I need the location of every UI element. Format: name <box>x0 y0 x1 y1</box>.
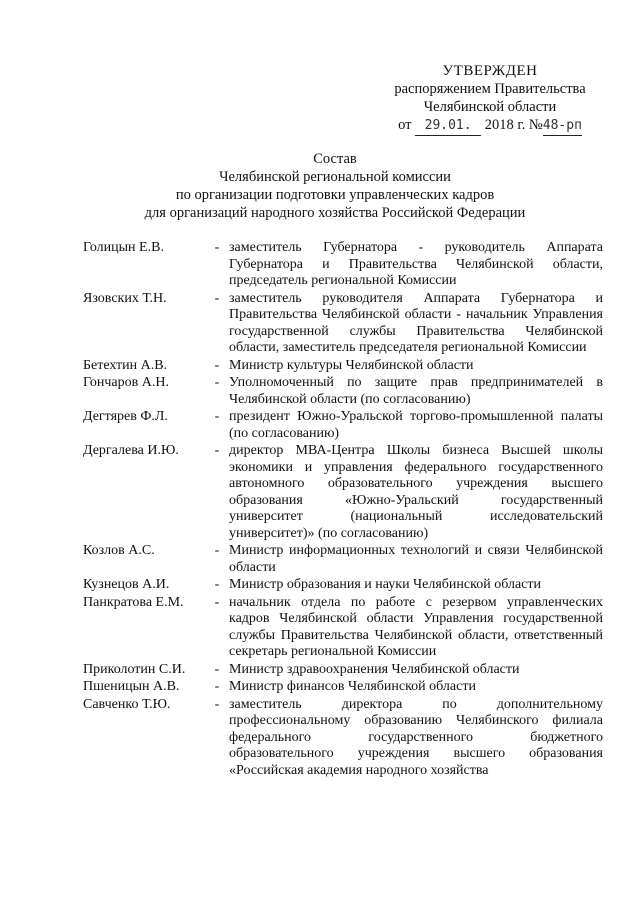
member-name: Кузнецов А.И. <box>83 577 170 592</box>
member-name: Приколотин С.И. <box>83 661 186 677</box>
member-dash: - <box>214 375 220 390</box>
member-role: заместитель руководителя Аппарата Губернатора и Правительства Челябинской области - начальник Управления государственной службы Правительства Челябинской области, заместитель председателя региональной Комиссии <box>229 290 603 355</box>
approval-line-2: Челябинской области <box>423 99 557 115</box>
member-row <box>83 240 603 290</box>
document-title <box>80 150 590 222</box>
member-role: директор МВА-Центра Школы бизнеса Высшей школы экономики и управления федерального государственного автономного образовательного учреждения высшего образования «Южно-Уральский государственный университет (национальный исследовательский университет)» (по согласованию) <box>229 443 603 541</box>
member-role: Уполномоченный по защите прав предпринимателей в Челябинской области (по согласованию) <box>229 375 603 407</box>
member-role: Министр здравоохранения Челябинской области <box>229 661 520 677</box>
member-row <box>83 358 603 375</box>
member-name: Панкратова Е.М. <box>83 594 184 610</box>
member-row <box>83 291 603 357</box>
member-dash: - <box>214 696 220 712</box>
date-prefix: от <box>398 117 412 133</box>
member-name: Гончаров А.Н. <box>83 375 169 390</box>
member-name: Дергалева И.Ю. <box>83 443 179 458</box>
member-role: Министр образования и науки Челябинской области <box>229 577 541 592</box>
approval-line-1: распоряжением Правительства <box>394 81 586 97</box>
member-dash: - <box>214 409 220 424</box>
member-row <box>83 443 603 542</box>
member-name: Голицын Е.В. <box>83 240 164 255</box>
member-name: Пшеницын А.В. <box>83 679 180 694</box>
member-row <box>83 543 603 576</box>
title-line-1: Состав <box>313 151 357 167</box>
member-dash: - <box>214 577 220 592</box>
member-dash: - <box>214 594 220 610</box>
member-dash: - <box>214 240 220 255</box>
member-name: Козлов А.С. <box>83 543 155 558</box>
approval-block <box>380 62 600 136</box>
order-number: 48-рп <box>543 117 582 136</box>
member-role: Министр культуры Челябинской области <box>229 357 474 373</box>
member-dash: - <box>214 679 220 694</box>
year-text: 2018 г. № <box>484 117 543 133</box>
title-line-3: по организации подготовки управленческих кадров <box>175 187 495 203</box>
member-role: заместитель Губернатора - руководитель Аппарата Губернатора и Правительства Челябинской области, председатель региональной Комиссии <box>229 240 603 288</box>
approval-date-line <box>380 116 600 136</box>
member-role: Министр финансов Челябинской области <box>229 679 476 694</box>
member-row <box>83 577 603 594</box>
member-name: Бетехтин А.В. <box>83 357 168 373</box>
member-role: начальник отдела по работе с резервом управленческих кадров Челябинской области Управления государственной службы Правительства Челябинской области, ответственный секретарь региональной Комиссии <box>229 594 603 659</box>
member-name: Савченко Т.Ю. <box>83 696 171 712</box>
member-row <box>83 375 603 408</box>
member-dash: - <box>214 290 220 306</box>
member-dash: - <box>214 443 220 458</box>
member-dash: - <box>214 357 220 373</box>
member-name: Дегтярев Ф.Л. <box>83 409 168 424</box>
member-role: Министр информационных технологий и связи Челябинской области <box>229 543 603 575</box>
member-dash: - <box>214 661 220 677</box>
title-line-2: Челябинской региональной комиссии <box>219 169 451 185</box>
member-row <box>83 409 603 442</box>
member-role: заместитель директора по дополнительному профессиональному образованию Челябинского филиала федерального государственного бюджетного образовательного учреждения высшего образования «Российская академия народного хозяйства <box>229 696 603 778</box>
member-row <box>83 595 603 661</box>
title-line-4: для организаций народного хозяйства Российской Федерации <box>144 205 526 221</box>
date-value: 29.01. <box>415 117 481 136</box>
member-role: президент Южно-Уральской торгово-промышленной палаты (по согласованию) <box>229 409 603 441</box>
approval-heading: УТВЕРЖДЕН <box>442 63 538 79</box>
member-row <box>83 697 603 780</box>
members-list <box>83 240 603 779</box>
member-row <box>83 662 603 679</box>
member-row <box>83 679 603 696</box>
member-dash: - <box>214 543 220 558</box>
member-name: Язовских Т.Н. <box>83 290 167 306</box>
